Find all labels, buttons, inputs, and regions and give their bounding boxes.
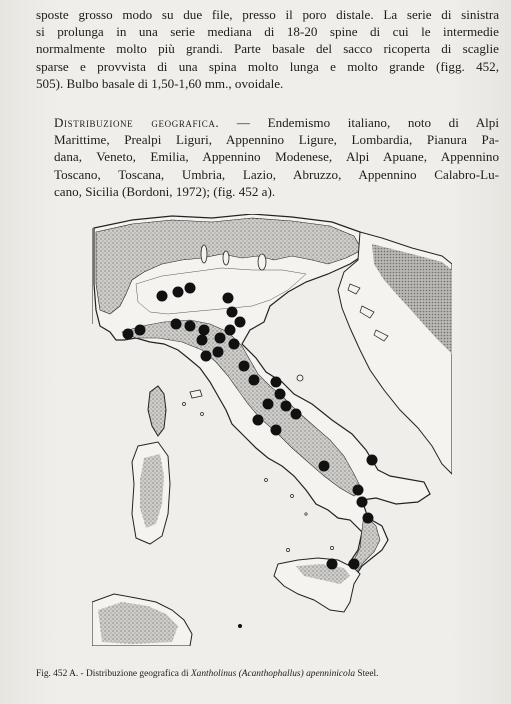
islet	[238, 624, 242, 628]
distribution-paragraph	[36, 114, 499, 200]
italy-map-svg	[92, 214, 452, 646]
locality-dot	[263, 399, 274, 410]
text-line: dana, Veneto, Emilia, Appennino Modenese, Alpi Apuane, Appennino	[54, 149, 499, 165]
caption-species: apenninicola	[306, 669, 356, 679]
locality-dot	[199, 325, 210, 336]
locality-dot	[319, 461, 330, 472]
caption-author: Steel.	[355, 669, 379, 679]
locality-dot	[185, 283, 196, 294]
locality-dot	[357, 497, 368, 508]
text-span: — Endemismo italiano, noto di Alpi	[219, 115, 499, 130]
locality-dot	[229, 339, 240, 350]
corsica	[148, 386, 166, 436]
locality-dot	[239, 361, 250, 372]
caption-genus: Xantholinus	[190, 669, 237, 679]
islet	[201, 413, 204, 416]
locality-dot	[227, 307, 238, 318]
text-line: 505). Bulbo basale di 1,50-1,60 mm., ovoidale.	[36, 75, 284, 91]
locality-dot	[173, 287, 184, 298]
locality-dot	[327, 559, 338, 570]
section-heading: Distribuzione geografica.	[54, 115, 220, 130]
text-line	[36, 114, 499, 131]
text-line: cano, Sicilia (Bordoni, 1972); (fig. 452 a).	[54, 183, 276, 199]
text-line: Marittime, Prealpi Liguri, Appennino Ligure, Lombardia, Pianura Pa-	[54, 132, 499, 148]
islet	[305, 513, 307, 515]
islet	[330, 546, 333, 549]
islet	[286, 548, 289, 551]
locality-dot	[223, 293, 234, 304]
distribution-map	[92, 214, 452, 646]
islet	[291, 495, 294, 498]
locality-dot	[235, 317, 246, 328]
locality-dot	[349, 559, 360, 570]
islet	[183, 403, 186, 406]
locality-dot	[271, 377, 282, 388]
locality-dot	[157, 291, 168, 302]
locality-dot	[249, 375, 260, 386]
elba-island	[190, 390, 202, 398]
locality-dot	[353, 485, 364, 496]
locality-dot	[185, 321, 196, 332]
locality-dot	[291, 409, 302, 420]
description-paragraph	[36, 6, 499, 92]
locality-dot	[201, 351, 212, 362]
caption-text: Distribuzione geografica di	[83, 669, 191, 679]
locality-dot	[363, 513, 374, 524]
locality-dot	[197, 335, 208, 346]
text-line: normalmente molto più grandi. Parte basale del sacco ricoperta di scaglie	[36, 41, 499, 57]
text-line: sposte grosso modo su due file, presso il poro distale. La serie di sinistra	[36, 7, 499, 22]
locality-dot	[215, 333, 226, 344]
locality-dot	[253, 415, 264, 426]
locality-dot	[281, 401, 292, 412]
figure-caption	[36, 669, 499, 679]
locality-dot	[171, 319, 182, 330]
locality-dot	[213, 347, 224, 358]
islet	[265, 479, 268, 482]
locality-dot	[271, 425, 282, 436]
text-line: si prolunga in una serie mediana di 18-20 spine di cui le intermedie	[36, 24, 499, 40]
locality-dot	[225, 325, 236, 336]
locality-dot	[367, 455, 378, 466]
lake	[258, 254, 266, 270]
text-line: sparse e provvista di una spina molto lunga e molto grande (figg. 452,	[36, 58, 499, 74]
caption-label: Fig. 452 A. -	[36, 669, 84, 679]
caption-subgenus: (Acanthophallus)	[238, 669, 304, 679]
text-line: Toscano, Toscana, Umbria, Lazio, Abruzzo, Appennino Calabro-Lu-	[54, 166, 499, 182]
lake	[297, 375, 303, 381]
locality-dot	[275, 389, 286, 400]
locality-dot	[135, 325, 146, 336]
lake	[223, 251, 229, 265]
locality-dot	[123, 329, 134, 340]
lake	[201, 245, 207, 263]
